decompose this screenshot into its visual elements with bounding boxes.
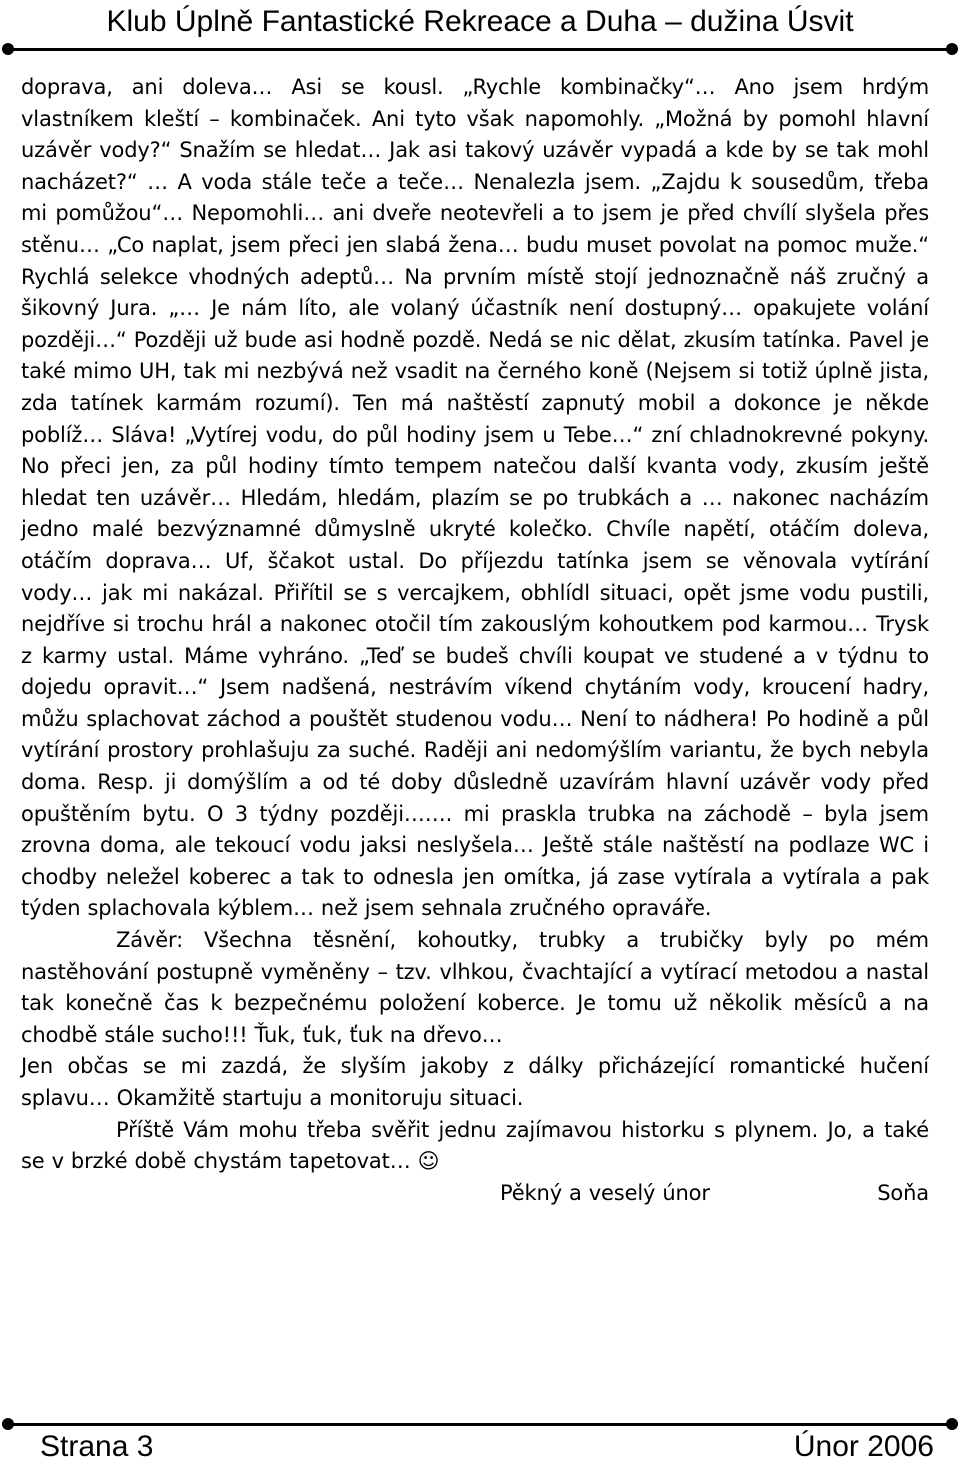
article-paragraph-3: Jen občas se mi zazdá, že slyším jakoby z dálky přicházející romantické hučení splavu… Okamžitě startuju a monitoruju situaci. [21, 1054, 929, 1110]
divider-dot-left [2, 43, 14, 55]
article-body [21, 72, 929, 1210]
footer-issue-date: Únor 2006 [793, 1430, 934, 1463]
signoff-author: Soňa [877, 1180, 929, 1205]
article-paragraph-1: doprava, ani doleva… Asi se kousl. „Rychle kombinačky“… Ano jsem hrdým vlastníkem kleští – kombinaček. Ani tyto však napomohly. „Možná by pomohl hlavní uzávěr vody?“ Snažím se hledat… Jak asi takový uzávěr vypadá a kde by se tak mohl nacházet?“ … A voda stále teče a teče… Nenalezla jsem. „Zajdu k sousedům, třeba mi pomůžou“… Nepomohli… ani dveře neotevřeli a to jsem je před chvílí slyšela přes stěnu… „Co naplat, jsem přeci jen slabá žena… budu muset povolat na pomoc muže.“ Rychlá selekce vhodných adeptů… Na prvním místě stojí jednoznačně náš zručný a šikovný Jura. „… Je nám líto, ale volaný účastník není dostupný… opakujete volání později…“ Později už bude asi hodně pozdě. Nedá se nic dělat, zkusím tatínka. Pavel je také mimo UH, tak mi nezbývá než vsadit na černého koně (Nejsem si totiž úplně jista, zda tatínek karmám rozumí). Ten má naštěstí zapnutý mobil a dokonce je někde poblíž… Sláva! „Vytírej vodu, do půl hodiny jsem u Tebe…“ zní chladnokrevné pokyny. No přeci jen, za půl hodiny tímto tempem natečou další kvanta vody, zkusím ještě hledat ten uzávěr… Hledám, hledám, plazím se po trubkách a … nakonec nacházím jedno malé bezvýznamné důmyslně ukryté kolečko. Chvíle napětí, otáčím doleva, otáčím doprava… Uf, ščakot ustal. Do příjezdu tatínka jsem se věnovala vytírání vody… jak mi nakázal. Přiřítil se s vercajkem, obhlídl situaci, opět jsme vodu pustili, nejdříve si trochu hrál a nakonec otočil tím zakouslým kohoutkem pod karmou… Trysk z karmy ustal. Máme vyhráno. „Teď se budeš chvíli koupat ve studené a v týdnu to dojedu opravit…“ Jsem nadšená, nestrávím víkend chytáním vody, kroucení hadry, můžu splachovat záchod a pouštět studenou vodu… Není to nádhera! Po hodině a půl vytírání prostory prohlašuju za suché. Raději ani nedomýšlím variantu, že bych nebyla doma. Resp. ji domýšlím a od té doby důsledně uzavírám hlavní uzávěr vody před opuštěním bytu. O 3 týdny později……. mi praskla trubka na záchodě – byla jsem zrovna doma, ale tekoucí vodu jaksi neslyšela… Ještě stále naštěstí na podlaze WC i chodby neležel koberec a tak to odnesla jen omítka, já zase vytírala a vytírala a pak týden splachovala kýblem… než jsem sehnala zručného opraváře. [21, 75, 929, 921]
divider-dot-left [2, 1418, 14, 1430]
footer-page-number: Strana 3 [40, 1430, 154, 1463]
divider-dot-right [946, 43, 958, 55]
article-paragraph-4: Příště Vám mohu třeba svěřit jednu zajímavou historku s plynem. Jo, a také se v brzké době chystám tapetovat… ☺ [21, 1117, 929, 1174]
footer-divider [8, 1423, 952, 1426]
divider-dot-right [946, 1418, 958, 1430]
page-header-title: Klub Úplně Fantastické Rekreace a Duha – dužina Úsvit [106, 5, 854, 38]
article-paragraph-conclusion: Závěr: Všechna těsnění, kohoutky, trubky a trubičky byly po mém nastěhování postupně vyměněny – tzv. vlhkou, čvachtající a vytírací metodou a nastal tak konečně čas k bezpečnému položení koberce. Je tomu už několik měsíců a na chodbě stále sucho!!! Ťuk, ťuk, ťuk na dřevo… [21, 928, 929, 1047]
signoff [21, 1178, 929, 1210]
signoff-greeting: Pěkný a veselý únor [500, 1180, 710, 1205]
header-divider [8, 48, 952, 51]
